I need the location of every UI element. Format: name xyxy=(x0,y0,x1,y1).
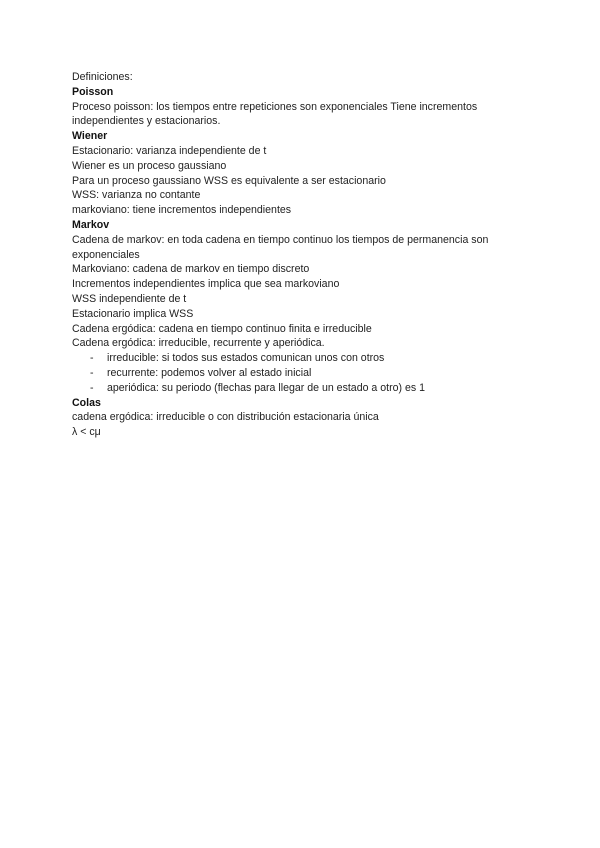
bullet-dash: - xyxy=(90,381,94,394)
intro-text: Definiciones: xyxy=(72,71,133,83)
wiener-line-4: WSS: varianza no contante xyxy=(72,189,201,202)
bullet-dash: - xyxy=(90,366,94,379)
markov-line-2: Markoviano: cadena de markov en tiempo discreto xyxy=(72,263,310,276)
bullet-dash: - xyxy=(90,352,94,365)
poisson-line-1: Proceso poisson: los tiempos entre repeticiones son exponenciales Tiene incrementos independientes y estacionarios. xyxy=(72,100,478,128)
markov-line-5: Estacionario implica WSS xyxy=(72,307,194,320)
wiener-line-1: Estacionario: varianza independiente de t xyxy=(72,144,267,157)
heading-colas: Colas xyxy=(72,396,101,409)
bullet-text: irreducible: si todos sus estados comunican unos con otros xyxy=(107,352,385,365)
list-item xyxy=(72,381,542,396)
colas-line-2: λ < cμ xyxy=(72,426,101,439)
wiener-line-3: Para un proceso gaussiano WSS es equivalente a ser estacionario xyxy=(72,174,386,187)
heading-wiener: Wiener xyxy=(72,130,108,143)
colas-line-1: cadena ergódica: irreducible o con distribución estacionaria única xyxy=(72,411,379,424)
markov-bullet-list xyxy=(72,351,542,395)
heading-markov: Markov xyxy=(72,218,110,231)
markov-line-4: WSS independiente de t xyxy=(72,292,187,305)
bullet-text: aperiódica: su periodo (flechas para llegar de un estado a otro) es 1 xyxy=(107,381,426,394)
markov-line-1: Cadena de markov: en toda cadena en tiempo continuo los tiempos de permanencia son exponenciales xyxy=(72,233,489,261)
markov-line-6: Cadena ergódica: cadena en tiempo continuo finita e irreducible xyxy=(72,322,372,335)
wiener-line-2: Wiener es un proceso gaussiano xyxy=(72,159,227,172)
bullet-text: recurrente: podemos volver al estado inicial xyxy=(107,366,312,379)
heading-poisson: Poisson xyxy=(72,85,114,98)
wiener-line-5: markoviano: tiene incrementos independientes xyxy=(72,204,292,217)
markov-line-3: Incrementos independientes implica que sea markoviano xyxy=(72,278,340,291)
list-item xyxy=(72,366,542,381)
document-body xyxy=(72,70,542,440)
list-item xyxy=(72,351,542,366)
markov-line-7: Cadena ergódica: irreducible, recurrente y aperiódica. xyxy=(72,337,325,350)
